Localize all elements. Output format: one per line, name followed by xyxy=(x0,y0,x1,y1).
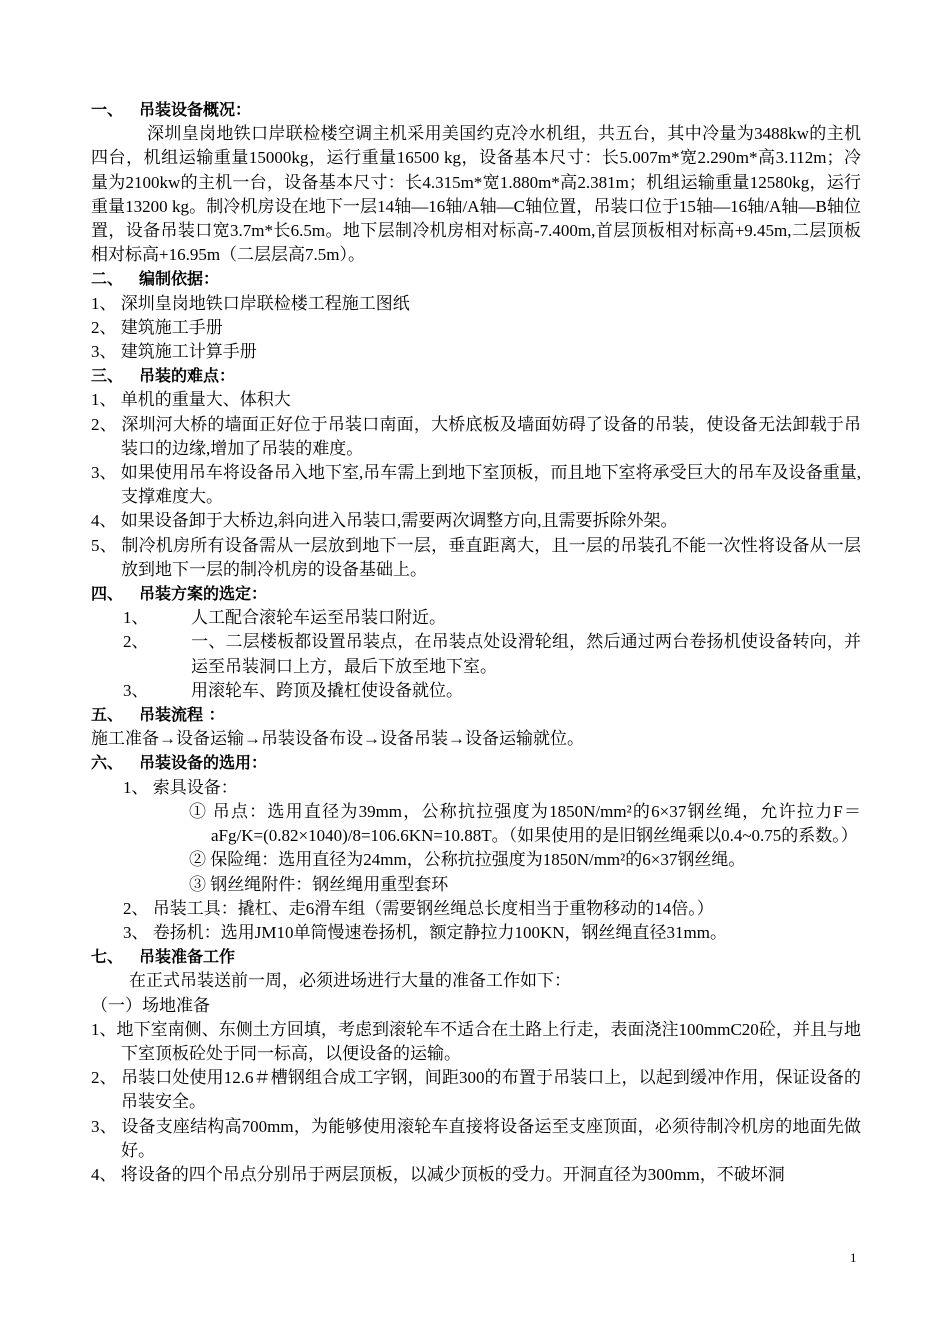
sub-item: 2、 吊装工具：撬杠、走6滑车组（需要钢丝绳总长度相当于重物移动的14倍。） xyxy=(123,898,714,918)
list-item: 4、 将设备的四个吊点分别吊于两层顶板，以减少顶板的受力。开洞直径为300mm，不破坏洞 xyxy=(91,1164,785,1184)
list-item: 5、 制冷机房所有设备需从一层放到地下一层，垂直距离大，且一层的吊装孔不能一次性将设备从一层放到地下一层的制冷机房的设备基础上。 xyxy=(91,535,861,579)
section-heading-5: 五、 吊装流程 ： xyxy=(91,705,225,725)
circled-item: ② 保险绳：选用直径为24mm，公称抗拉强度为1850N/mm²的6×37钢丝绳。 xyxy=(189,850,746,870)
list-item: 2、 吊装口处使用12.6＃槽钢组合成工字钢，间距300的布置于吊装口上，以起到缓冲作用，保证设备的吊装安全。 xyxy=(91,1068,861,1112)
list-item: 2、 一、二层楼板都设置吊装点，在吊装点处设滑轮组，然后通过两台卷扬机使设备转向，并运至吊装洞口上方，最后下放至地下室。 xyxy=(123,632,861,676)
list-item: 3、 如果使用吊车将设备吊入地下室,吊车需上到地下室顶板，而且地下室将承受巨大的吊车及设备重量,支撑难度大。 xyxy=(91,463,861,507)
list-item: 1、 人工配合滚轮车运至吊装口附近。 xyxy=(123,608,446,628)
circled-item: ③ 钢丝绳附件：钢丝绳用重型套环 xyxy=(189,874,449,894)
process-flow-text: 施工准备→设备运输→吊装设备布设→设备吊装→设备运输就位。 xyxy=(91,729,584,749)
sub-item: 1、 索具设备： xyxy=(123,777,238,797)
list-item: 1、 深圳皇岗地铁口岸联检楼工程施工图纸 xyxy=(91,293,410,313)
section-heading-7: 七、 吊装准备工作 xyxy=(91,947,236,967)
list-item: 2、 建筑施工手册 xyxy=(91,317,223,337)
list-item: 3、 设备支座结构高700mm，为能够使用滚轮车直接将设备运至支座顶面，必须待制冷机房的地面先做好。 xyxy=(91,1116,861,1160)
section-heading-4: 四、 吊装方案的选定： xyxy=(91,584,268,604)
list-item: 1、 单机的重量大、体积大 xyxy=(91,390,291,410)
section-1-paragraph: 深圳皇岗地铁口岸联检楼空调主机采用美国约克冷水机组，共五台，其中冷量为3488kw的主机四台，机组运输重量15000kg，运行重量16500 kg，设备基本尺寸：长5.007m*宽2.290m*高3.112m；冷量为2100kw的主机一台，设备基本尺寸：长4.315m*宽1.880m*高2.381m；机组运输重量12580kg，运行重量13200 kg。制冷机房设在地下一层14轴—16轴/A轴—C轴位置，吊装口位于15轴—16轴/A轴—B轴位置，设备吊装口宽3.7m*长6.5m。地下层制冷机房相对标高-7.400m,首层顶板相对标高+9.45m,二层顶板相对标高+16.95m（二层层高7.5m）。 xyxy=(91,124,861,265)
list-item: 2、 深圳河大桥的墙面正好位于吊装口南面，大桥底板及墙面妨碍了设备的吊装，使设备无法卸载于吊装口的边缘,增加了吊装的难度。 xyxy=(91,414,861,458)
list-item: 3、 建筑施工计算手册 xyxy=(91,342,257,362)
document-body xyxy=(91,98,861,1187)
section-heading-3: 三、 吊装的难点： xyxy=(91,366,236,386)
subsection-heading: （一）场地准备 xyxy=(91,995,210,1015)
list-item: 4、 如果设备卸于大桥边,斜向进入吊装口,需要两次调整方向,且需要拆除外架。 xyxy=(91,511,678,531)
page-number: 1 xyxy=(850,1250,857,1265)
list-item: 1、地下室南侧、东侧土方回填，考虑到滚轮车不适合在土路上行走，表面浇注100mmC20砼，并且与地下室顶板砼处于同一标高，以便设备的运输。 xyxy=(91,1019,861,1063)
section-heading-6: 六、 吊装设备的选用： xyxy=(91,753,268,773)
sub-item: 3、 卷扬机：选用JM10单筒慢速卷扬机，额定静拉力100KN，钢丝绳直径31mm。 xyxy=(123,922,727,942)
section-heading-2: 二、 编制依据： xyxy=(91,269,220,289)
section-heading-1: 一、 吊装设备概况： xyxy=(91,100,252,119)
circled-item: ① 吊点：选用直径为39mm，公称抗拉强度为1850N/mm²的6×37钢丝绳，允许拉力F＝aFg/K=(0.82×1040)/8=106.6KN=10.88T。（如果使用的是旧钢丝绳乘以0.4~0.75的系数。） xyxy=(189,801,861,846)
list-item: 3、 用滚轮车、跨顶及撬杠使设备就位。 xyxy=(123,680,463,700)
section-7-intro: 在正式吊装送前一周，必须进场进行大量的准备工作如下： xyxy=(129,971,571,991)
